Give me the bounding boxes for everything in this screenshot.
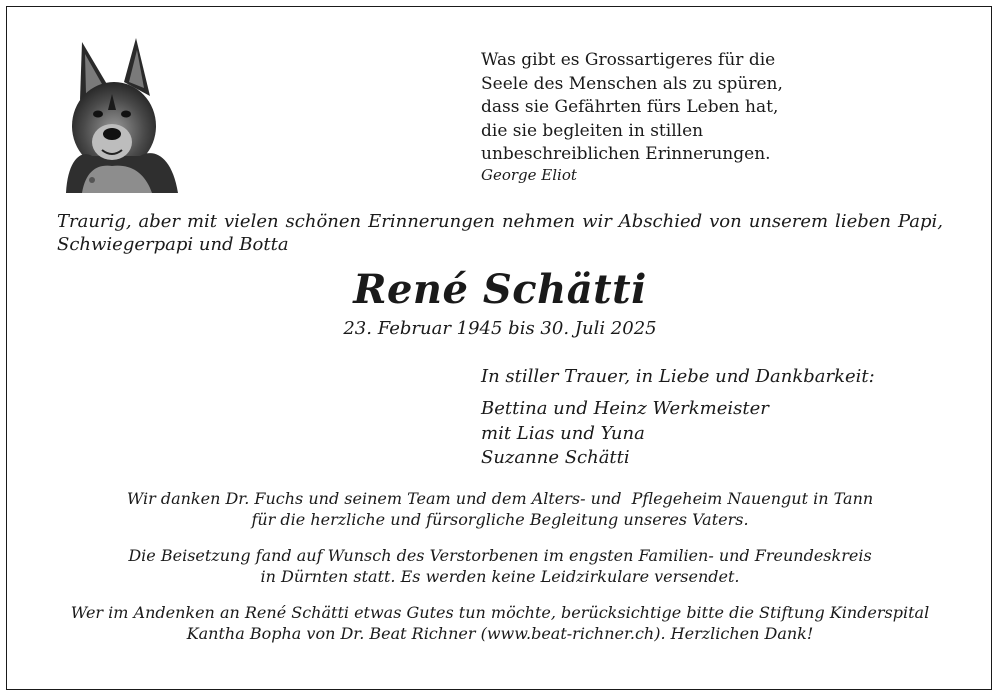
intro-text bbox=[57, 210, 943, 256]
quote-line: die sie begleiten in stillen bbox=[481, 120, 704, 141]
mourner-name: mit Lias und Yuna bbox=[481, 422, 645, 444]
deceased-name: René Schätti bbox=[353, 266, 647, 313]
dog-portrait-icon bbox=[62, 38, 180, 193]
quote-line: dass sie Gefährten fürs Leben hat, bbox=[481, 97, 779, 117]
life-dates: 23. Februar 1945 bis 30. Juli 2025 bbox=[343, 318, 657, 339]
mourning-heading: In stiller Trauer, in Liebe und Dankbarkeit: bbox=[481, 366, 875, 387]
intro-line: Traurig, aber mit vielen schönen Erinnerungen nehmen wir Abschied von unserem lieben Papi, bbox=[57, 211, 943, 232]
mourner-name: Suzanne Schätti bbox=[481, 447, 630, 468]
thanks-line: für die herzliche und fürsorgliche Begleitung unseres Vaters. bbox=[251, 509, 749, 529]
quote bbox=[481, 49, 941, 167]
funeral-paragraph bbox=[0, 546, 1000, 587]
funeral-line: Die Beisetzung fand auf Wunsch des Verstorbenen im engsten Familien- und Freundeskreis bbox=[128, 546, 872, 565]
mourners-list bbox=[481, 397, 769, 471]
quote-line: Was gibt es Grossartigeres für die bbox=[481, 50, 776, 70]
mourner-name: Bettina und Heinz Werkmeister bbox=[481, 398, 769, 419]
donation-paragraph bbox=[0, 603, 1000, 644]
donation-line: Wer im Andenken an René Schätti etwas Gutes tun möchte, berücksichtige bitte die Stiftung Kinderspital bbox=[70, 603, 930, 622]
intro-line: Schwiegerpapi und Botta bbox=[57, 234, 289, 255]
funeral-line: in Dürnten statt. Es werden keine Leidzirkulare versendet. bbox=[260, 566, 740, 586]
quote-author: George Eliot bbox=[481, 166, 577, 184]
thanks-paragraph bbox=[0, 489, 1000, 530]
quote-line: Seele des Menschen als zu spüren, bbox=[481, 73, 783, 94]
quote-line: unbeschreiblichen Erinnerungen. bbox=[481, 144, 771, 164]
thanks-line: Wir danken Dr. Fuchs und seinem Team und dem Alters- und Pflegeheim Nauengut in Tann bbox=[126, 489, 874, 508]
donation-line: Kantha Bopha von Dr. Beat Richner (www.beat-richner.ch). Herzlichen Dank! bbox=[186, 623, 814, 643]
